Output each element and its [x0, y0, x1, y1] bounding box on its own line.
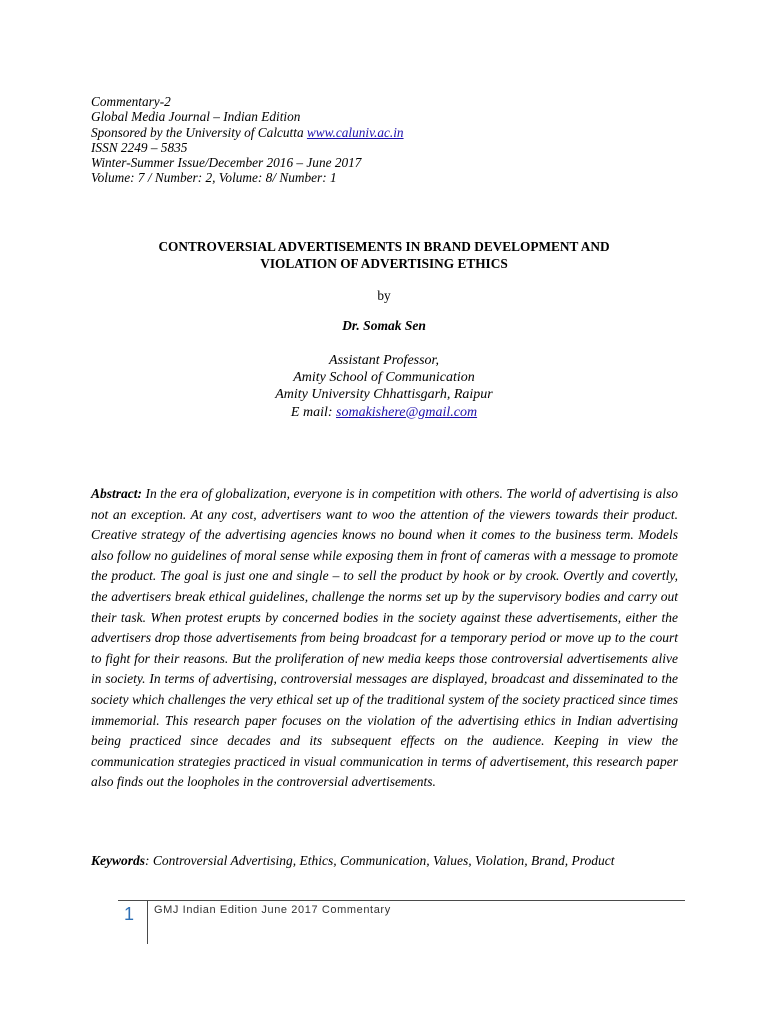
commentary-label: Commentary-2 [91, 94, 171, 109]
page-number: 1 [124, 904, 135, 924]
author-school: Amity School of Communication [293, 370, 475, 386]
issn-line: ISSN 2249 – 5835 [91, 139, 188, 155]
author-university: Amity University Chhattisgarh, Raipur [275, 387, 493, 403]
footer-divider [118, 900, 685, 901]
abstract-label: Abstract: [91, 486, 143, 501]
sponsor-text: Sponsored by the University of Calcutta [91, 124, 307, 140]
abstract-text: In the era of globalization, everyone is in competition with others. The world of advertising is also not an exception. At any cost, advertisers want to woo the attention of the viewers towards their product. Creative strategy of the advertising agencies knows no bound when it comes to the business term. Models also follow no guidelines of moral sense while exposing them in front of cameras with a message to promote the product. The goal is just one and single – to sell the product by hook or by crook. Overtly and covertly, the advertisers break ethical guidelines, challenge the norms set up by the supervisory bodies and carry out their task. When protest erupts by concerned bodies in the society against these advertisements, either the advertisers drop those advertisements from being broadcast for a temporary period or move up to the court to fight for their reasons. But the proliferation of new media keeps those controversial advertisements alive in society. In terms of advertising, controversial messages are displayed, broadcast and disseminated to the society which challenges the very ethical set up of the traditional system of the society practiced since times immemorial. This research paper focuses on the violation of the advertising ethics in Indian advertising being practiced since decades and its subsequent effects on the audience. Keeping in view the communication strategies practiced in visual communication in terms of advertisement, this research paper also finds out the loopholes in the controversial advertisements. [91, 486, 678, 790]
volume-line: Volume: 7 / Number: 2, Volume: 8/ Number: 1 [91, 170, 337, 186]
author-name: Dr. Somak Sen [342, 318, 426, 333]
keywords-text: Controversial Advertising, Ethics, Communication, Values, Violation, Brand, Product [149, 853, 615, 868]
footer-vertical-divider [147, 900, 148, 944]
author-affiliation [0, 352, 768, 421]
email-link[interactable]: somakishere@gmail.com [336, 404, 478, 420]
university-link[interactable]: www.caluniv.ac.in [306, 124, 404, 140]
title-line-2: VIOLATION OF ADVERTISING ETHICS [260, 256, 508, 271]
email-line [0, 404, 768, 421]
footer-text: GMJ Indian Edition June 2017 Commentary [154, 904, 391, 916]
keywords-paragraph [91, 851, 678, 872]
sponsor-line [91, 125, 691, 140]
issue-line: Winter-Summer Issue/December 2016 – June 2017 [91, 155, 362, 171]
paper-title [60, 238, 708, 272]
email-label: E mail: [290, 404, 337, 420]
keywords-colon: : [145, 853, 150, 868]
author-position: Assistant Professor, [329, 353, 439, 368]
title-line-1: CONTROVERSIAL ADVERTISEMENTS IN BRAND DEVELOPMENT AND [158, 239, 610, 254]
journal-header [91, 94, 691, 186]
abstract-paragraph [91, 484, 678, 793]
by-label: by [377, 288, 391, 303]
keywords-label: Keywords [91, 853, 145, 868]
journal-name: Global Media Journal – Indian Edition [91, 109, 301, 125]
